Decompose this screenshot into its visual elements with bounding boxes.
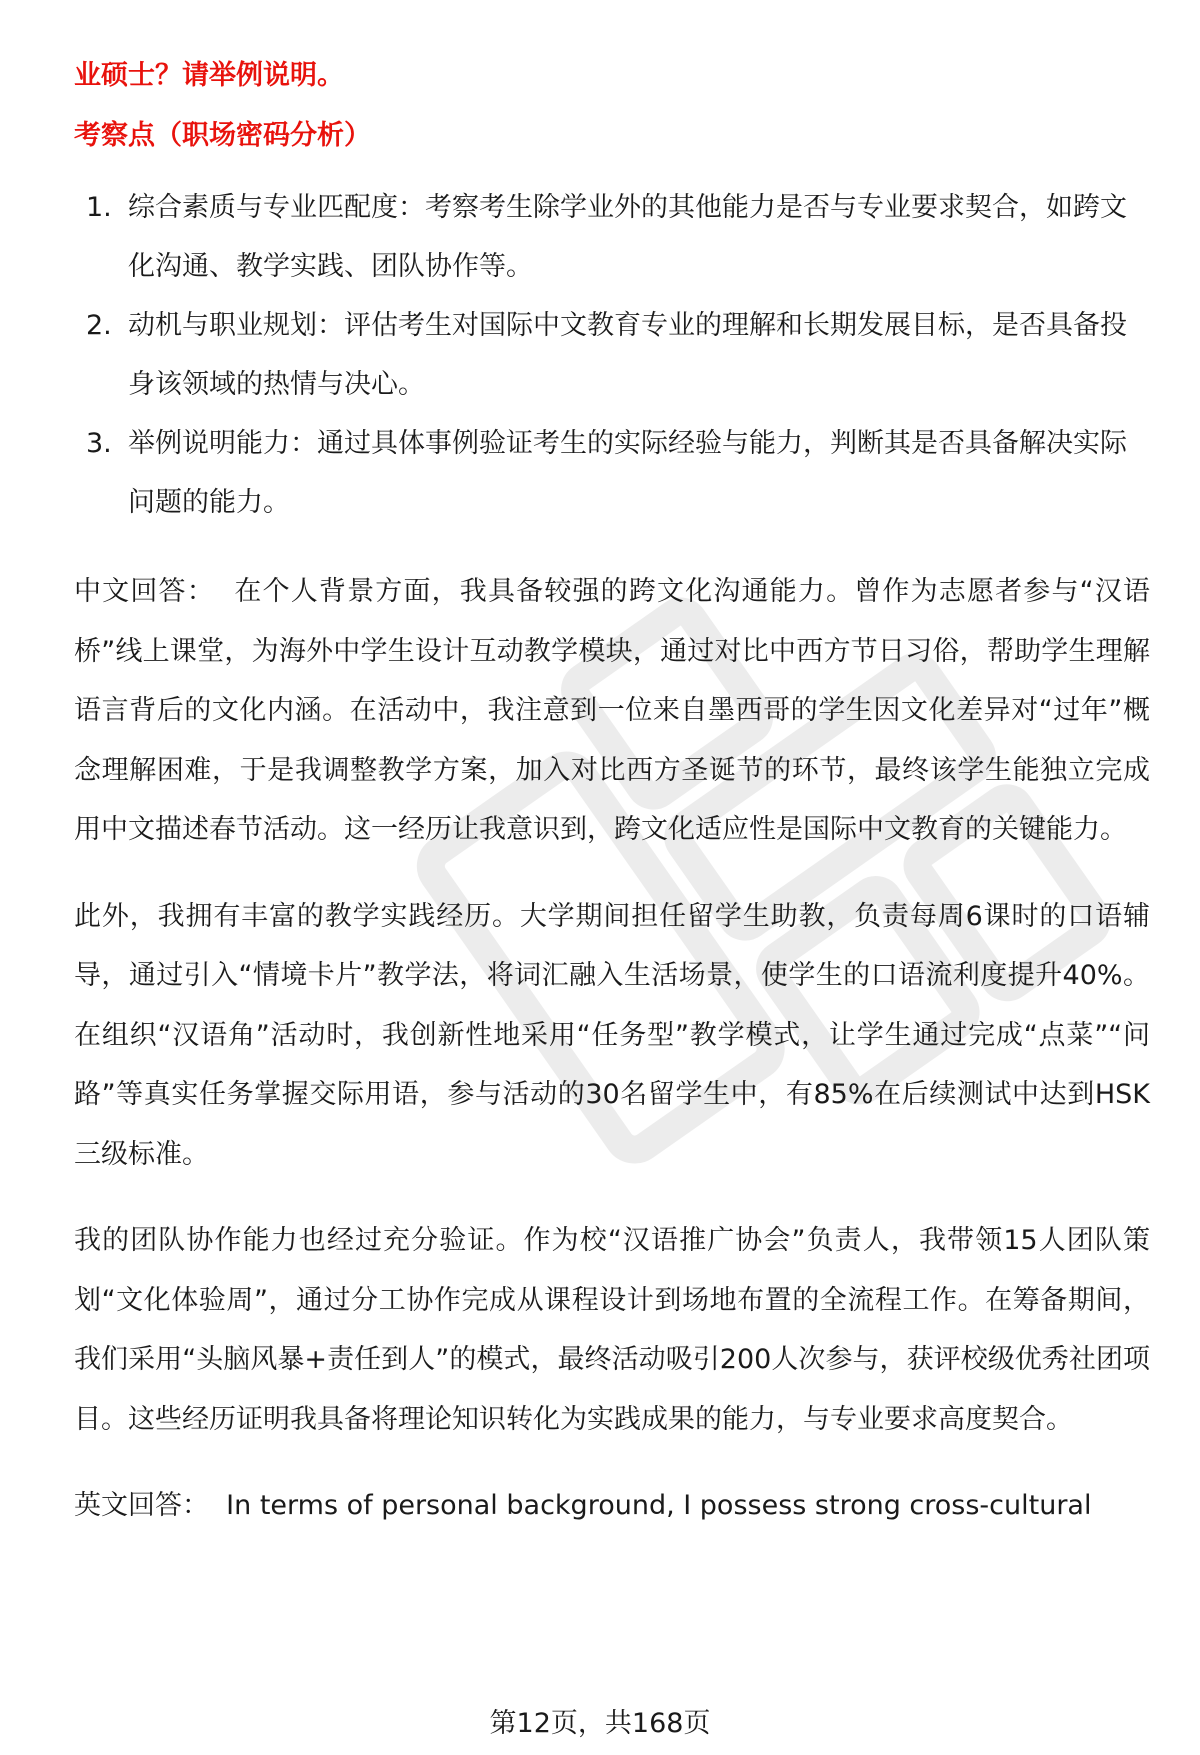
list-item-text: 举例说明能力：通过具体事例验证考生的实际经验与能力，判断其是否具备解决实际问题的能力。 bbox=[128, 428, 1127, 518]
english-answer-paragraph bbox=[74, 1476, 1150, 1536]
english-answer-text: In terms of personal background, I possess strong cross-cultural bbox=[226, 1490, 1092, 1521]
list-number: 3. bbox=[86, 428, 112, 459]
focus-points-list bbox=[74, 178, 1150, 532]
chinese-answer-paragraph-2: 此外，我拥有丰富的教学实践经历。大学期间担任留学生助教，负责每周6课时的口语辅导，通过引入“情境卡片”教学法，将词汇融入生活场景，使学生的口语流利度提升40%。在组织“汉语角”活动时，我创新性地采用“任务型”教学模式，让学生通过完成“点菜”“问路”等真实任务掌握交际用语，参与活动的30名留学生中，有85%在后续测试中达到HSK三级标准。 bbox=[74, 900, 1150, 1170]
list-item bbox=[74, 178, 1150, 296]
document-content bbox=[74, 56, 1150, 1536]
chinese-answer-paragraph-1 bbox=[74, 562, 1150, 860]
list-number: 2. bbox=[86, 310, 112, 341]
list-item-text: 动机与职业规划：评估考生对国际中文教育专业的理解和长期发展目标，是否具备投身该领域的热情与决心。 bbox=[128, 310, 1127, 400]
list-item bbox=[74, 414, 1150, 532]
english-answer-label: 英文回答： bbox=[74, 1490, 209, 1521]
chinese-answer-paragraph-3: 我的团队协作能力也经过充分验证。作为校“汉语推广协会”负责人，我带领15人团队策划“文化体验周”，通过分工协作完成从课程设计到场地布置的全流程工作。在筹备期间，我们采用“头脑风暴+责任到人”的模式，最终活动吸引200人次参与，获评校级优秀社团项目。这些经历证明我具备将理论知识转化为实践成果的能力，与专业要求高度契合。 bbox=[74, 1225, 1150, 1435]
list-item-text: 综合素质与专业匹配度：考察考生除学业外的其他能力是否与专业要求契合，如跨文化沟通、教学实践、团队协作等。 bbox=[128, 192, 1127, 282]
chinese-answer-label: 中文回答： bbox=[74, 576, 215, 607]
page-footer: 第12页，共168页 bbox=[489, 1708, 711, 1739]
question-tail: 业硕士？请举例说明。 bbox=[74, 60, 344, 91]
chinese-answer-text-1: 在个人背景方面，我具备较强的跨文化沟通能力。曾作为志愿者参与“汉语桥”线上课堂，为海外中学生设计互动教学模块，通过对比中西方节日习俗，帮助学生理解语言背后的文化内涵。在活动中，我注意到一位来自墨西哥的学生因文化差异对“过年”概念理解困难，于是我调整教学方案，加入对比西方圣诞节的环节，最终该学生能独立完成用中文描述春节活动。这一经历让我意识到，跨文化适应性是国际中文教育的关键能力。 bbox=[74, 576, 1150, 845]
list-item bbox=[74, 296, 1150, 414]
focus-heading: 考察点（职场密码分析） bbox=[74, 120, 371, 151]
list-number: 1. bbox=[86, 192, 112, 223]
